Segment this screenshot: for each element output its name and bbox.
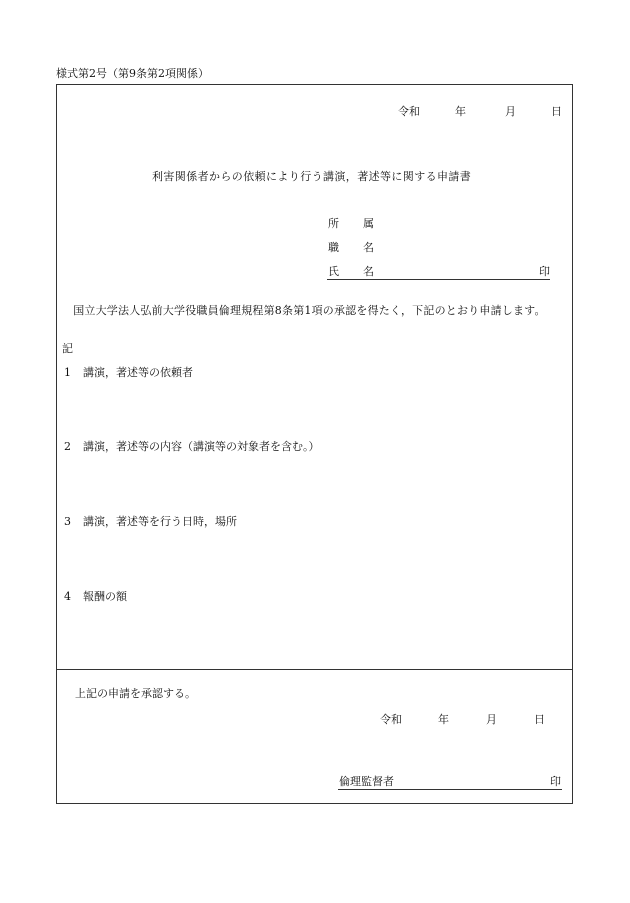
affiliation-label-2: 属 — [363, 217, 374, 230]
date-day: 日 — [551, 105, 562, 118]
item-4-number: 4 — [64, 590, 71, 603]
item-3-label: 講演，著述等を行う日時，場所 — [83, 515, 237, 528]
approval-date-month: 月 — [486, 713, 497, 726]
item-2-label: 講演，著述等の内容（講演等の対象者を含む。） — [83, 440, 320, 453]
date-year: 年 — [455, 105, 466, 118]
affiliation-label-1: 所 — [328, 217, 339, 230]
approval-date-day: 日 — [534, 713, 545, 726]
position-label-2: 名 — [363, 241, 374, 254]
supervisor-seal: 印 — [550, 775, 561, 788]
approval-date-era: 令和 — [380, 713, 402, 726]
position-label-1: 職 — [328, 241, 339, 254]
name-label-1: 氏 — [328, 265, 339, 278]
approval-statement: 上記の申請を承認する。 — [75, 687, 196, 700]
form-number-label: 様式第2号（第9条第2項関係） — [56, 67, 209, 80]
item-3-number: 3 — [64, 515, 71, 528]
ki-label: 記 — [62, 342, 73, 355]
date-month: 月 — [505, 105, 516, 118]
item-1-number: 1 — [64, 366, 71, 379]
approval-divider — [56, 669, 573, 670]
supervisor-underline — [338, 789, 562, 790]
item-2-number: 2 — [64, 440, 71, 453]
name-label-2: 名 — [363, 265, 374, 278]
request-statement: 国立大学法人弘前大学役職員倫理規程第8条第1項の承認を得たく，下記のとおり申請します。 — [62, 304, 546, 317]
applicant-seal: 印 — [539, 265, 550, 278]
supervisor-label: 倫理監督者 — [339, 775, 394, 788]
date-era: 令和 — [398, 105, 420, 118]
item-1-label: 講演，著述等の依頼者 — [83, 366, 193, 379]
document-title: 利害関係者からの依頼により行う講演，著述等に関する申請書 — [152, 170, 472, 183]
name-underline — [327, 279, 550, 280]
item-4-label: 報酬の額 — [83, 590, 127, 603]
approval-date-year: 年 — [438, 713, 449, 726]
